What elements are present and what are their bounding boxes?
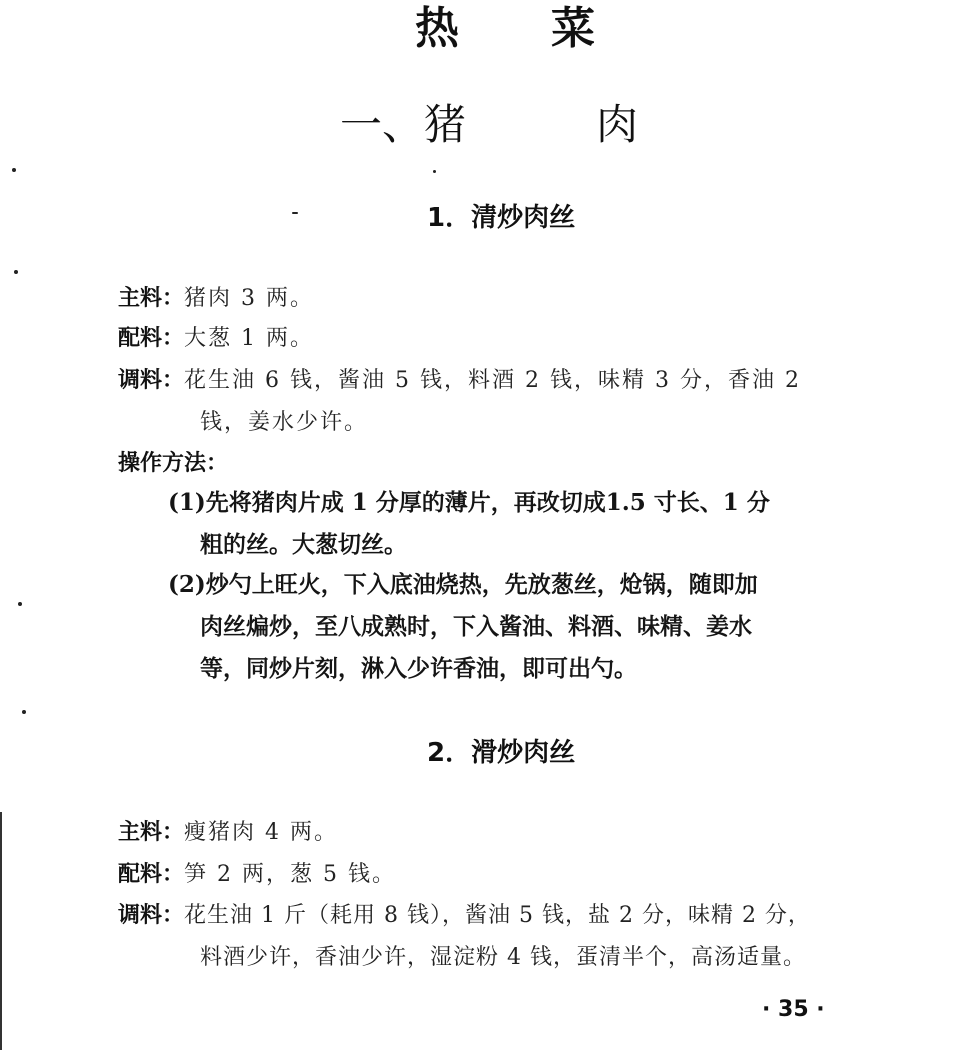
scan-speck — [14, 270, 18, 274]
step-2-line-2: 肉丝煸炒，至八成熟时，下入酱油、料酒、味精、姜水 — [200, 613, 752, 640]
seasoning-label: 调料： — [118, 903, 185, 928]
chapter-title-char-1: 热 — [415, 3, 459, 54]
scan-speck — [433, 170, 436, 173]
step-1-line-2: 粗的丝。大葱切丝。 — [200, 531, 407, 558]
recipe-title: 1．清炒肉丝 — [427, 203, 576, 233]
side-ingredient-line — [118, 860, 396, 890]
step-1-line-1: (1)先将猪肉片成 1 分厚的薄片，再改切成1.5 寸长、1 分 — [168, 489, 770, 516]
side-ingredient-label: 配料： — [118, 326, 185, 351]
side-ingredient-line — [118, 324, 314, 354]
seasoning-line — [118, 901, 811, 931]
seasoning-line — [118, 366, 801, 396]
seasoning-text-1: 花生油 6 钱，酱油 5 钱，料酒 2 钱，味精 3 分，香油 2 — [184, 368, 801, 393]
scan-speck — [22, 710, 26, 714]
seasoning-text-1: 花生油 1 斤（耗用 8 钱），酱油 5 钱，盐 2 分，味精 2 分， — [184, 903, 811, 928]
side-ingredient-label: 配料： — [118, 862, 185, 887]
section-title-part-1: 一、猪 — [340, 100, 467, 149]
scan-speck — [18, 602, 22, 606]
main-ingredient-label: 主料： — [118, 286, 185, 311]
method-label: 操作方法： — [118, 451, 229, 476]
chapter-title-char-2: 菜 — [551, 3, 595, 54]
scan-edge-line — [0, 812, 2, 1050]
recipe-title: 2．滑炒肉丝 — [427, 738, 576, 768]
main-ingredient-line — [118, 818, 338, 848]
side-ingredient-text: 笋 2 两，葱 5 钱。 — [184, 862, 396, 887]
scan-speck — [292, 212, 298, 214]
scan-speck — [12, 168, 16, 172]
side-ingredient-text: 大葱 1 两。 — [184, 326, 314, 351]
main-ingredient-text: 瘦猪肉 4 两。 — [184, 820, 338, 845]
section-title-part-2: 肉 — [596, 100, 639, 149]
seasoning-text-2: 料酒少许，香油少许，湿淀粉 4 钱，蛋清半个，高汤适量。 — [200, 945, 806, 970]
main-ingredient-text: 猪肉 3 两。 — [184, 286, 314, 311]
main-ingredient-label: 主料： — [118, 820, 185, 845]
section-title — [340, 92, 638, 152]
chapter-title — [415, 0, 595, 56]
seasoning-text-2: 钱，姜水少许。 — [200, 410, 369, 435]
step-2-line-3: 等，同炒片刻，淋入少许香油，即可出勺。 — [200, 655, 637, 682]
main-ingredient-line — [118, 284, 314, 314]
seasoning-label: 调料： — [118, 368, 185, 393]
page-number: · 35 · — [762, 997, 825, 1022]
step-2-line-1: (2)炒勺上旺火，下入底油烧热，先放葱丝，炝锅，随即加 — [168, 571, 758, 598]
